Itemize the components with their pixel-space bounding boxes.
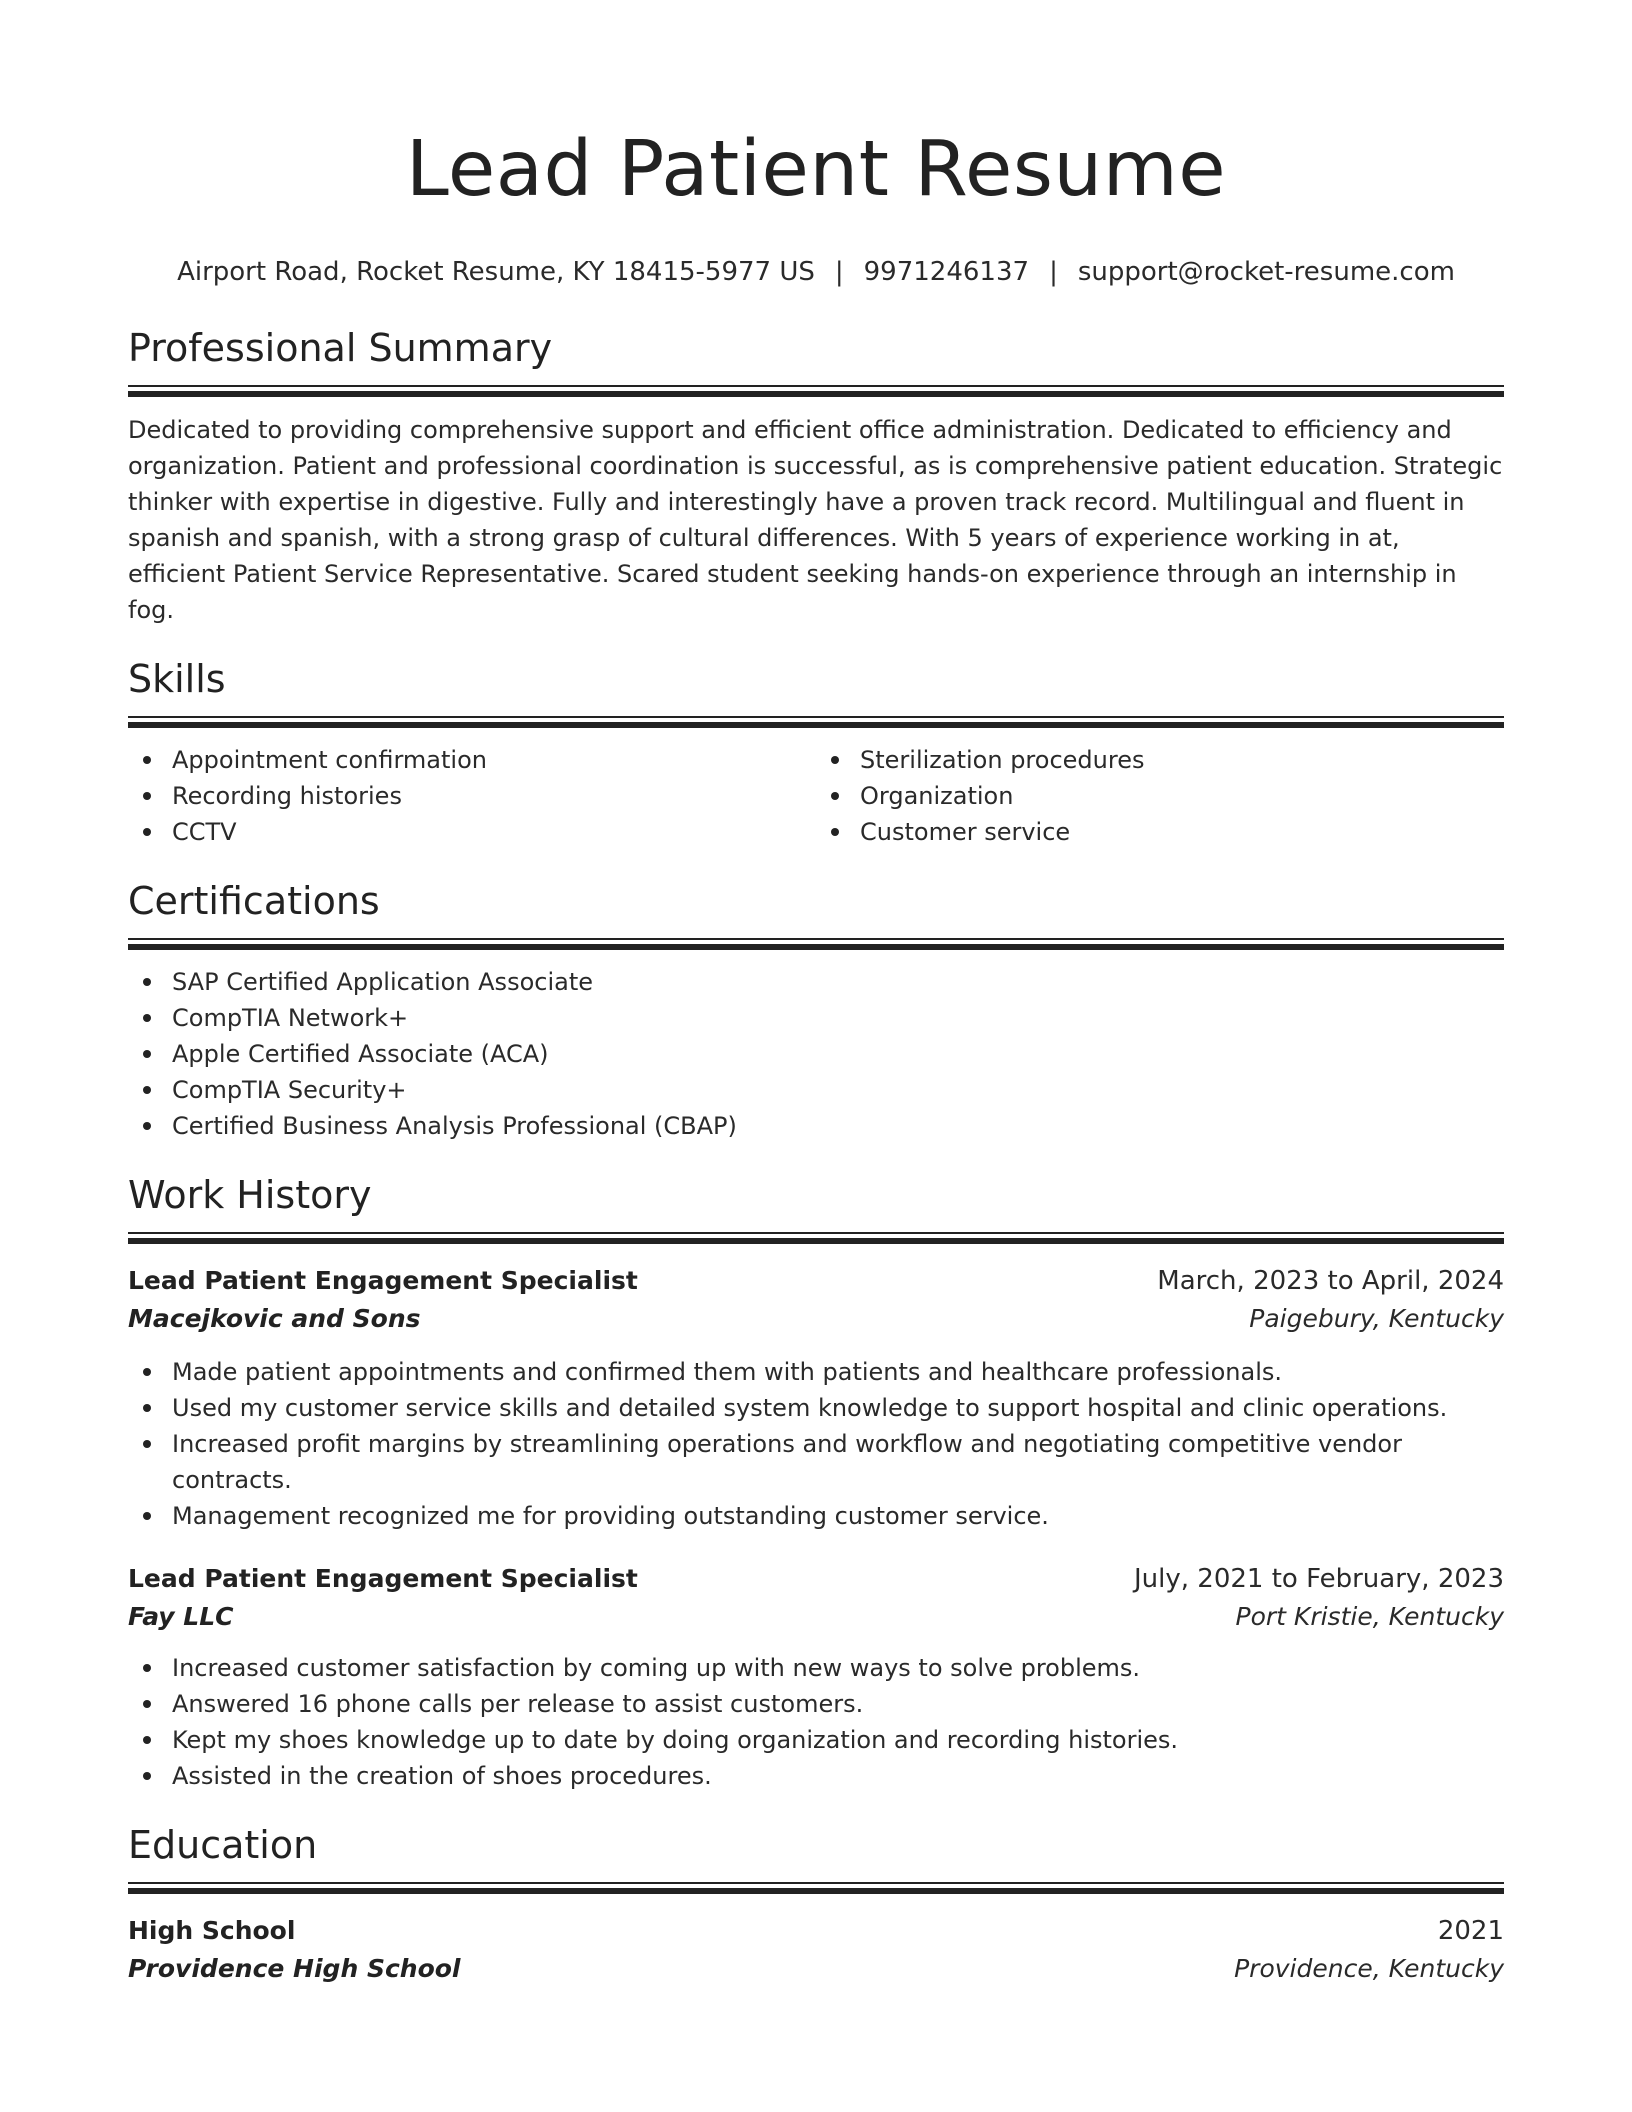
section-divider bbox=[128, 1232, 1504, 1244]
job-title: Lead Patient Engagement Specialist bbox=[128, 1564, 638, 1593]
job-bullet: Made patient appointments and confirmed them with patients and healthcare professionals. bbox=[172, 1354, 1504, 1390]
graduation-year: 2021 bbox=[1437, 1916, 1504, 1946]
skill-item: CCTV bbox=[172, 814, 816, 850]
company-name: Fay LLC bbox=[128, 1602, 234, 1631]
job-dates: July, 2021 to February, 2023 bbox=[1134, 1564, 1504, 1594]
job-dates: March, 2023 to April, 2024 bbox=[1157, 1266, 1504, 1296]
education-heading: Education bbox=[128, 1823, 318, 1867]
contact-address: Airport Road, Rocket Resume, KY 18415-5977 US bbox=[177, 257, 815, 287]
job-bullet: Management recognized me for providing outstanding customer service. bbox=[172, 1498, 1504, 1534]
skills-column-right bbox=[816, 742, 1504, 850]
job-bullets bbox=[128, 1354, 1504, 1534]
job-location: Port Kristie, Kentucky bbox=[1235, 1602, 1504, 1631]
contact-separator: | bbox=[1049, 257, 1058, 287]
contact-email: support@rocket-resume.com bbox=[1077, 257, 1455, 287]
section-divider bbox=[128, 938, 1504, 950]
certification-item: Certified Business Analysis Professional (CBAP) bbox=[172, 1108, 1504, 1144]
contact-separator: | bbox=[834, 257, 844, 287]
degree: High School bbox=[128, 1916, 296, 1945]
work-history-heading: Work History bbox=[128, 1173, 372, 1217]
job-bullet: Increased customer satisfaction by coming up with new ways to solve problems. bbox=[172, 1650, 1504, 1686]
skill-item: Recording histories bbox=[172, 778, 816, 814]
school-location: Providence, Kentucky bbox=[1234, 1954, 1504, 1983]
contact-phone: 9971246137 bbox=[863, 257, 1030, 287]
section-divider bbox=[128, 385, 1504, 397]
education-entry bbox=[128, 1912, 1504, 1988]
job-bullet: Assisted in the creation of shoes procedures. bbox=[172, 1758, 1504, 1794]
job-bullet: Increased profit margins by streamlining operations and workflow and negotiating competitive vendor contracts. bbox=[172, 1426, 1504, 1498]
company-name: Macejkovic and Sons bbox=[128, 1304, 421, 1333]
job-location: Paigebury, Kentucky bbox=[1249, 1304, 1504, 1333]
skills-section bbox=[128, 654, 1504, 850]
skill-item: Customer service bbox=[860, 814, 1504, 850]
school-name: Providence High School bbox=[128, 1954, 461, 1983]
summary-text: Dedicated to providing comprehensive support and efficient office administration. Dedicated to efficiency and organization. Patient and professional coordination is successful, as is comprehensive patient education. Strategic thinker with expertise in digestive. Fully and interestingly have a proven track record. Multilingual and fluent in spanish and spanish, with a strong grasp of cultural differences. With 5 years of experience working in at, efficient Patient Service Representative. Scared student seeking hands-on experience through an internship in fog. bbox=[128, 416, 1503, 624]
certification-item: Apple Certified Associate (ACA) bbox=[172, 1036, 1504, 1072]
job-bullet: Answered 16 phone calls per release to assist customers. bbox=[172, 1686, 1504, 1722]
section-divider bbox=[128, 716, 1504, 728]
job-title: Lead Patient Engagement Specialist bbox=[128, 1266, 638, 1295]
skills-column-left bbox=[128, 742, 816, 850]
certifications-heading: Certifications bbox=[128, 879, 380, 923]
work-history-section bbox=[128, 1170, 1504, 1794]
certifications-section bbox=[128, 876, 1504, 1144]
summary-section bbox=[128, 323, 1504, 628]
skills-grid bbox=[128, 742, 1504, 850]
skill-item: Sterilization procedures bbox=[860, 742, 1504, 778]
job-bullet: Kept my shoes knowledge up to date by doing organization and recording histories. bbox=[172, 1722, 1504, 1758]
job-bullets bbox=[128, 1650, 1504, 1794]
job-entry bbox=[128, 1560, 1504, 1794]
skill-item: Organization bbox=[860, 778, 1504, 814]
skill-item: Appointment confirmation bbox=[172, 742, 816, 778]
skills-heading: Skills bbox=[128, 657, 226, 701]
job-bullet: Used my customer service skills and detailed system knowledge to support hospital and clinic operations. bbox=[172, 1390, 1504, 1426]
summary-heading: Professional Summary bbox=[128, 326, 553, 370]
certification-item: CompTIA Network+ bbox=[172, 1000, 1504, 1036]
page-title: Lead Patient Resume bbox=[405, 125, 1227, 214]
certification-item: SAP Certified Application Associate bbox=[172, 964, 1504, 1000]
certification-item: CompTIA Security+ bbox=[172, 1072, 1504, 1108]
certifications-list bbox=[128, 964, 1504, 1144]
job-entry bbox=[128, 1262, 1504, 1534]
education-section bbox=[128, 1820, 1504, 1988]
section-divider bbox=[128, 1882, 1504, 1894]
contact-line bbox=[128, 254, 1504, 290]
